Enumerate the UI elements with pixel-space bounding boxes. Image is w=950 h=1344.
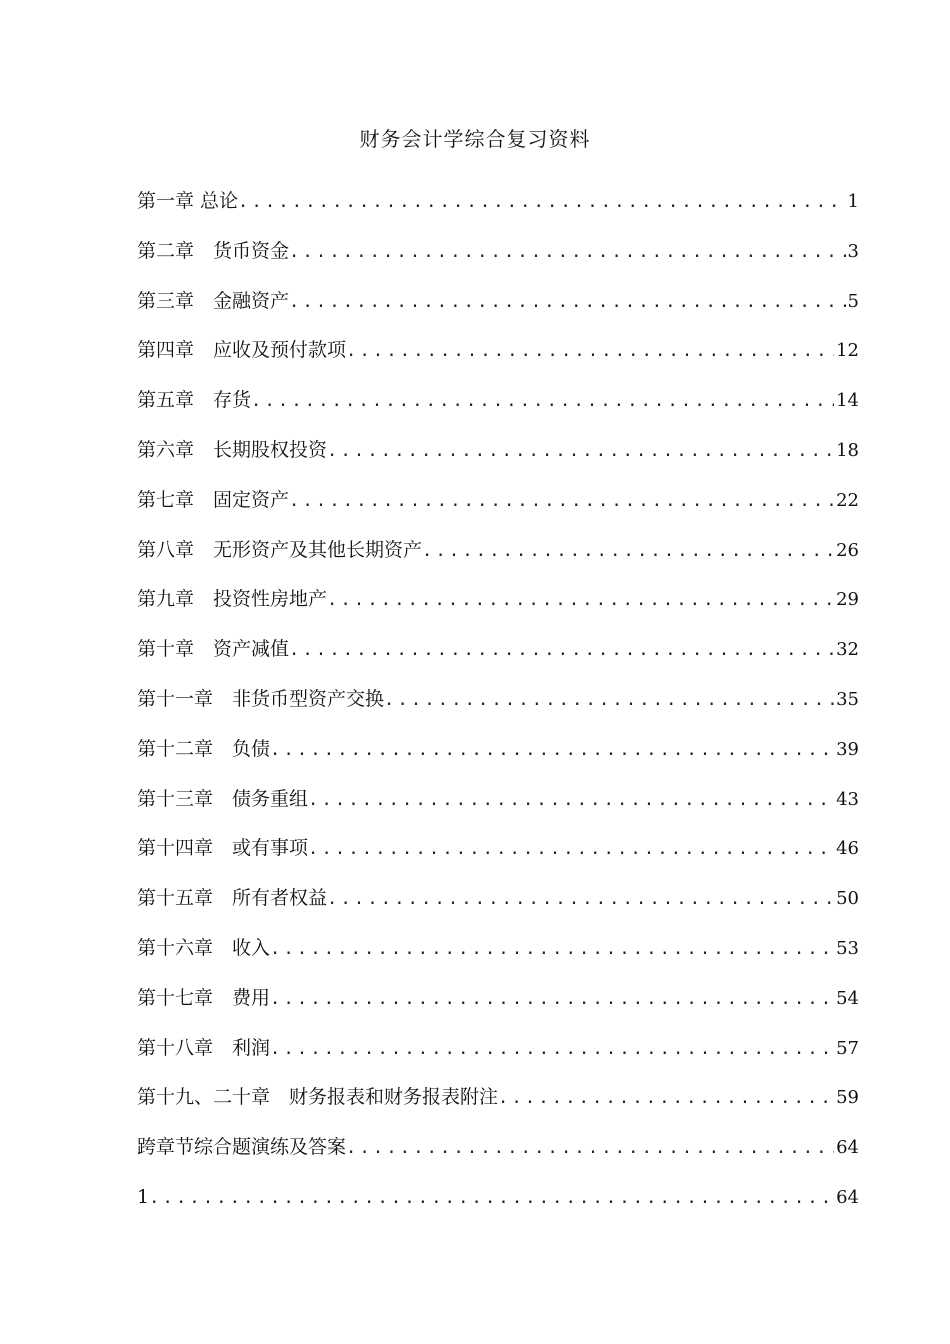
toc-entry-label: 第一章 总论 bbox=[137, 190, 239, 212]
toc-entry[interactable] bbox=[137, 236, 859, 286]
toc-dot-leader bbox=[149, 1183, 834, 1213]
toc-page-number: 43 bbox=[836, 788, 859, 810]
toc-entry-label: 第三章 金融资产 bbox=[137, 289, 290, 312]
toc-dot-leader bbox=[289, 635, 834, 665]
toc-entry[interactable] bbox=[137, 286, 859, 336]
toc-dot-leader bbox=[327, 884, 834, 914]
toc-dot-leader bbox=[422, 536, 834, 566]
toc-page-number: 39 bbox=[836, 738, 859, 760]
toc-entry-label: 第十章 资产减值 bbox=[137, 638, 290, 661]
toc-page-number: 29 bbox=[836, 589, 859, 611]
toc-page-number: 46 bbox=[836, 838, 859, 860]
toc-entry[interactable] bbox=[137, 335, 859, 385]
toc-page-number: 53 bbox=[836, 937, 859, 959]
toc-entry[interactable] bbox=[137, 684, 859, 734]
table-of-contents bbox=[137, 186, 859, 1232]
toc-entry-label: 第八章 无形资产及其他长期资产 bbox=[137, 538, 423, 561]
toc-entry[interactable] bbox=[137, 385, 859, 435]
toc-page-number: 22 bbox=[836, 489, 859, 511]
toc-entry[interactable] bbox=[137, 1082, 859, 1132]
toc-dot-leader bbox=[270, 984, 834, 1014]
toc-entry-label: 第十二章 负债 bbox=[137, 737, 271, 760]
toc-entry-label: 第十六章 收入 bbox=[137, 936, 271, 959]
toc-page-number: 64 bbox=[836, 1186, 859, 1208]
toc-entry-label: 第十八章 利润 bbox=[137, 1036, 271, 1059]
toc-dot-leader bbox=[498, 1083, 834, 1113]
toc-page-number: 1 bbox=[847, 191, 859, 212]
toc-entry-label: 第十五章 所有者权益 bbox=[137, 887, 328, 910]
toc-entry[interactable] bbox=[137, 1033, 859, 1083]
toc-dot-leader bbox=[238, 187, 846, 217]
toc-dot-leader bbox=[289, 486, 834, 516]
toc-page-number: 32 bbox=[836, 639, 859, 661]
toc-entry-label: 第六章 长期股权投资 bbox=[137, 438, 328, 461]
toc-page-number: 18 bbox=[836, 439, 859, 461]
toc-dot-leader bbox=[327, 436, 834, 466]
toc-entry[interactable] bbox=[137, 584, 859, 634]
toc-dot-leader bbox=[270, 735, 834, 765]
toc-entry[interactable] bbox=[137, 634, 859, 684]
toc-dot-leader bbox=[308, 785, 834, 815]
toc-dot-leader bbox=[346, 336, 834, 366]
toc-dot-leader bbox=[251, 386, 834, 416]
toc-page-number: 26 bbox=[836, 539, 859, 561]
document-title: 财务会计学综合复习资料 bbox=[359, 127, 591, 151]
toc-page-number: 5 bbox=[847, 290, 859, 312]
toc-entry[interactable] bbox=[137, 186, 859, 236]
toc-entry-label: 第十三章 债务重组 bbox=[137, 787, 309, 810]
toc-entry-label: 第十四章 或有事项 bbox=[137, 837, 309, 860]
toc-entry-label: 第十九、二十章 财务报表和财务报表附注 bbox=[137, 1086, 499, 1109]
toc-page-number: 3 bbox=[847, 240, 859, 262]
toc-entry[interactable] bbox=[137, 1132, 859, 1182]
toc-entry-label: 第五章 存货 bbox=[137, 389, 252, 412]
toc-page-number: 57 bbox=[836, 1037, 859, 1059]
toc-entry[interactable] bbox=[137, 1182, 859, 1232]
toc-dot-leader bbox=[270, 1034, 834, 1064]
toc-entry-label: 第十七章 费用 bbox=[137, 986, 271, 1009]
toc-page-number: 50 bbox=[836, 888, 859, 910]
toc-entry-label: 第二章 货币资金 bbox=[137, 239, 290, 262]
toc-entry[interactable] bbox=[137, 435, 859, 485]
toc-entry[interactable] bbox=[137, 983, 859, 1033]
toc-entry-label: 第十一章 非货币型资产交换 bbox=[137, 687, 385, 710]
toc-entry[interactable] bbox=[137, 833, 859, 883]
toc-dot-leader bbox=[289, 287, 846, 317]
toc-entry-label: 第四章 应收及预付款项 bbox=[137, 339, 347, 362]
toc-page-number: 59 bbox=[836, 1087, 859, 1109]
toc-dot-leader bbox=[289, 237, 846, 267]
toc-entry[interactable] bbox=[137, 485, 859, 535]
toc-dot-leader bbox=[308, 834, 834, 864]
toc-dot-leader bbox=[346, 1133, 834, 1163]
toc-entry[interactable] bbox=[137, 734, 859, 784]
toc-page-number: 12 bbox=[836, 340, 859, 362]
toc-page-number: 14 bbox=[836, 390, 859, 412]
toc-entry-label: 1 bbox=[137, 1185, 150, 1208]
toc-entry[interactable] bbox=[137, 933, 859, 983]
toc-dot-leader bbox=[270, 934, 834, 964]
toc-entry[interactable] bbox=[137, 883, 859, 933]
toc-entry-label: 第七章 固定资产 bbox=[137, 488, 290, 511]
toc-page-number: 64 bbox=[836, 1137, 859, 1159]
toc-dot-leader bbox=[384, 685, 834, 715]
toc-page-number: 54 bbox=[836, 987, 859, 1009]
toc-dot-leader bbox=[327, 585, 834, 615]
toc-entry[interactable] bbox=[137, 535, 859, 585]
toc-entry-label: 跨章节综合题演练及答案 bbox=[137, 1136, 347, 1159]
toc-entry-label: 第九章 投资性房地产 bbox=[137, 588, 328, 611]
toc-entry[interactable] bbox=[137, 784, 859, 834]
toc-page-number: 35 bbox=[836, 688, 859, 710]
